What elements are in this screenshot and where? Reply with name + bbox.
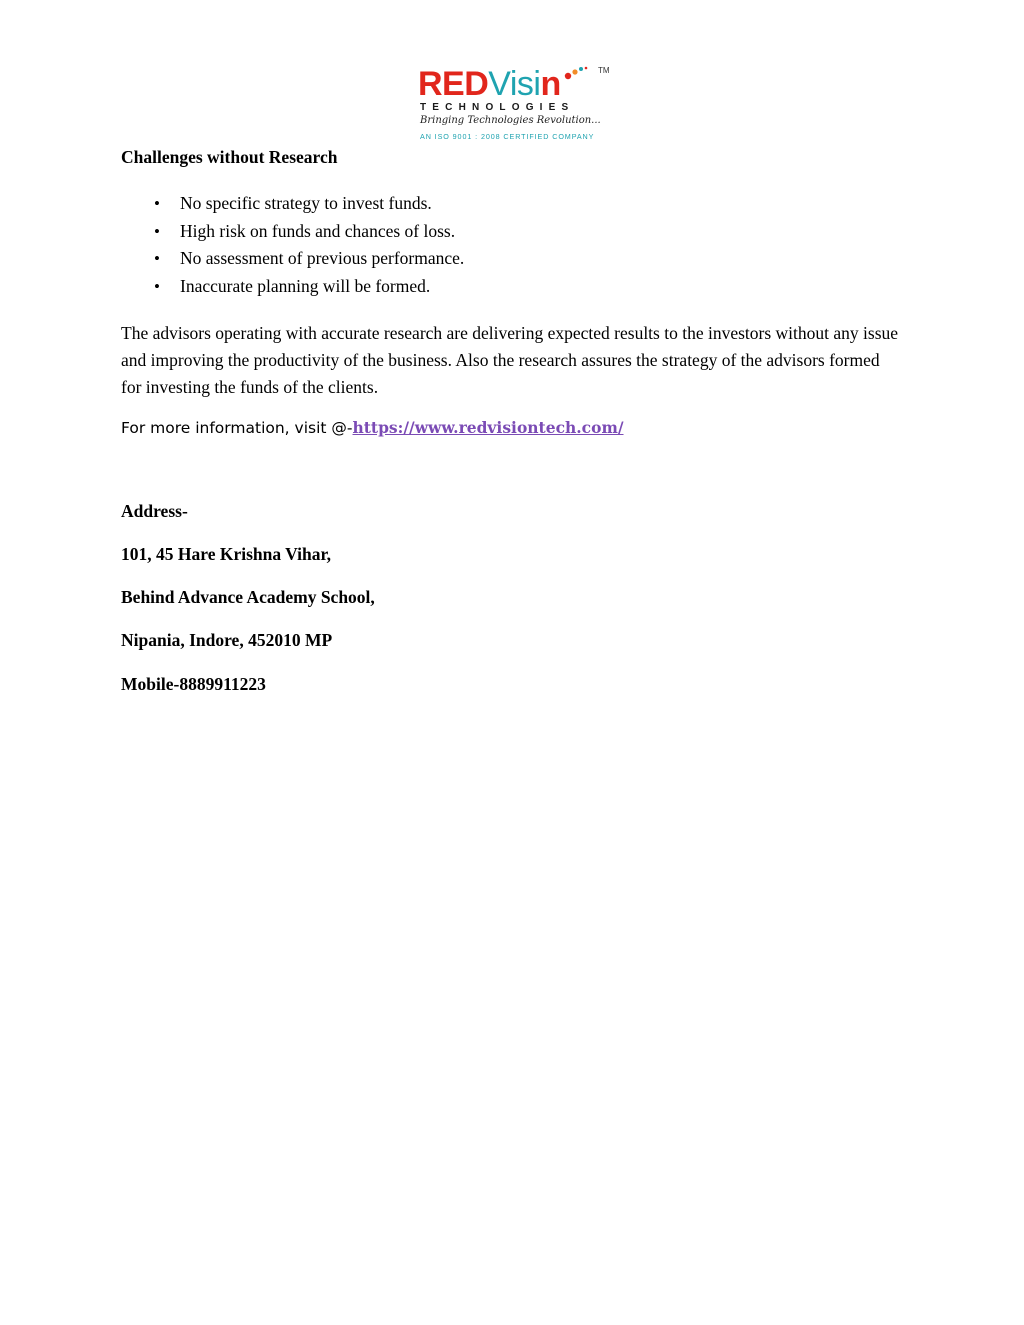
logo-trademark: TM <box>598 66 610 75</box>
address-line-2: Behind Advance Academy School, <box>121 587 375 607</box>
logo-wordmark <box>418 64 561 104</box>
list-item: • No specific strategy to invest funds. <box>180 190 901 218</box>
mobile-number: Mobile-8889911223 <box>121 674 266 694</box>
logo-tagline: Bringing Technologies Revolution... <box>420 115 601 126</box>
list-item: • High risk on funds and chances of loss. <box>180 218 901 246</box>
info-prefix: For more information, visit @- <box>121 419 353 438</box>
address-line-3: Nipania, Indore, 452010 MP <box>121 630 333 650</box>
list-item: • No assessment of previous performance. <box>180 245 901 273</box>
logo-subline: TECHNOLOGIES <box>420 102 575 113</box>
logo-end-text: n <box>540 65 561 103</box>
section-heading: Challenges without Research <box>121 147 338 167</box>
list-item: • Inaccurate planning will be formed. <box>180 273 901 301</box>
body-paragraph: The advisors operating with accurate research are delivering expected results to the investors without any issue and improving the productivity of the business. Also the research assures the strategy of the advisors formed for investing the funds of the clients. <box>121 323 899 397</box>
challenge-list <box>121 190 901 300</box>
document-body <box>121 144 901 441</box>
company-logo <box>418 64 618 144</box>
logo-dots-icon <box>564 66 588 80</box>
logo-teal-text: Visi <box>488 65 541 103</box>
website-link[interactable]: https://www.redvisiontech.com/ <box>352 418 624 438</box>
address-label: Address- <box>121 501 188 521</box>
logo-red-text: RED <box>418 65 489 103</box>
logo-certification: AN ISO 9001 : 2008 CERTIFIED COMPANY <box>420 132 595 141</box>
info-line <box>121 415 901 441</box>
address-line-1: 101, 45 Hare Krishna Vihar, <box>121 544 332 564</box>
